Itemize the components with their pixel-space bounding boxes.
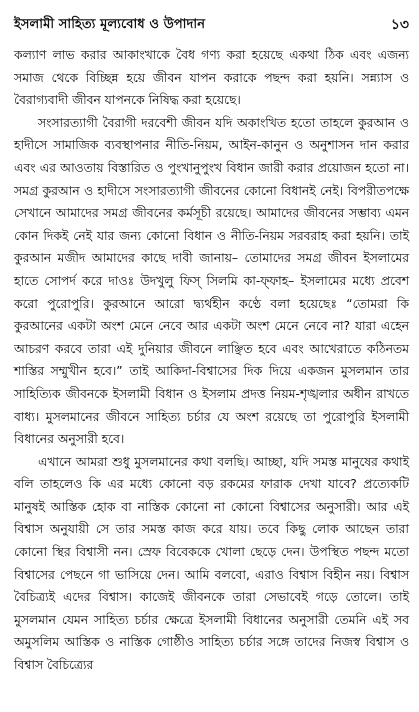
page-number: ১৩ — [390, 17, 409, 33]
paragraph-1: কল্যাণ লাভ করার আকাংখাকে বৈধ গণ্য করা হয়েছে একথা ঠিক এবং এজন্য সমাজ থেকে বিচ্ছিন্ন হয়ে জীবন যাপন করাকে পছন্দ করা হয়নি। সন্ন্যাস ও বৈরাগ্যবাদী জীবন যাপনকে নিষিদ্ধ করা হয়েছে। — [14, 48, 409, 108]
running-title: ইসলামী সাহিত্য মূল্যবোধ ও উপাদান — [14, 16, 206, 32]
paragraph-2: সংসারত্যাগী বৈরাগী দরবেশী জীবন যদি অকাংখিত হতো তাহলে কুরআন ও হাদীসে সামাজিক ব্যবস্থাপনার নীতি-নিয়ম, আইন-কানুন ও অনুশাসন দান করার এবং এর আওতায় বিস্তারিত ও পুংখানুপুংখ বিধান জারী করার প্রয়োজন হতো না। সমগ্র কুরআন ও হাদীসে সংসারত্যাগী জীবনের কোনো বিধানই নেই। বিপরীতপক্ষে সেখানে আমাদের সমগ্র জীবনের কর্মসূচী রয়েছে। আমাদের জীবনের সম্ভাব্য এমন কোন দিকই নেই যার জন্য কোনো বিধান ও নীতি-নিয়ম সরবরাহ করা হয়নি। তাই কুরআন মজীদ আমাদের কাছে দাবী জানায়– তোমাদের সমগ্র জীবন ইসলামের হাতে সোপর্দ করে দাওঃ উদখুলু ফিস্ সিলমি কা-ফ্ফাহ– ইসলামের মধ্যে প্রবেশ করো পুরোপুরি। কুরআনে আরো দ্ব্যর্থহীন কণ্ঠে বলা হয়েছেঃ “তোমরা কি কুরআনের একটা অংশ মেনে নেবে আর একটা অংশ মেনে নেবে না? যারা এহেন আচরণ করবে তারা এই দুনিয়ার জীবনে লাঞ্ছিত হবে এবং আখেরাতে কঠিনতম শাস্তির সম্মুখীন হবে।” তাই আকিদা-বিশ্বাসের দিক দিয়ে একজন মুসলমান তার সাহিত্যিক জীবনকে ইসলামী বিধান ও ইসলাম প্রদত্ত নিয়ম-শৃঙ্খলার অধীন রাখতে বাধ্য। মুসলমানের জীবনে সাহিত্য চর্চার যে অংশ রয়েছে তা পুরোপুরি ইসলামী বিধানের অনুসারী হবে। — [14, 115, 409, 447]
page-header — [14, 14, 409, 36]
body-text — [14, 44, 409, 677]
paragraph-3: এখানে আমরা শুধু মুসলমানের কথা বলছি। আচ্ছা, যদি সমস্ত মানুষের কথাই বলি তাহলেও কি এর মধ্যে কোনো বড় রকমের ফারাক দেখা যাবে? প্রত্যেকটি মানুষই আস্তিক হোক বা নাস্তিক কোনো না কোনো বিশ্বাসের অনুসারী। আর এই বিশ্বাস অনুযায়ী সে তার সমস্ত কাজ করে যায়। তবে কিছু লোক আছেন তারা কোনো স্থির বিশ্বাসী নন। স্রেফ বিবেককে খোলা ছেড়ে দেন। উপস্থিত পছন্দ মতো বিশ্বাসের পেছনে গা ভাসিয়ে দেন। আমি বলবো, এরাও বিশ্বাস বিহীন নয়। বিশ্বাস বৈচিত্র্যই এদের বিশ্বাস। কাজেই জীবনকে তারা সেভাবেই গড়ে তোলে। তাই মুসলমান যেমন সাহিত্য চর্চার ক্ষেত্রে ইসলামী বিধানের অনুসারী তেমনি এই সব অমুসলিম আস্তিক ও নাস্তিক গোষ্ঠীও সাহিত্য চর্চার সঙ্গে তাদের নিজস্ব বিশ্বাস ও বিশ্বাস বৈচিত্র্যের — [14, 454, 409, 673]
